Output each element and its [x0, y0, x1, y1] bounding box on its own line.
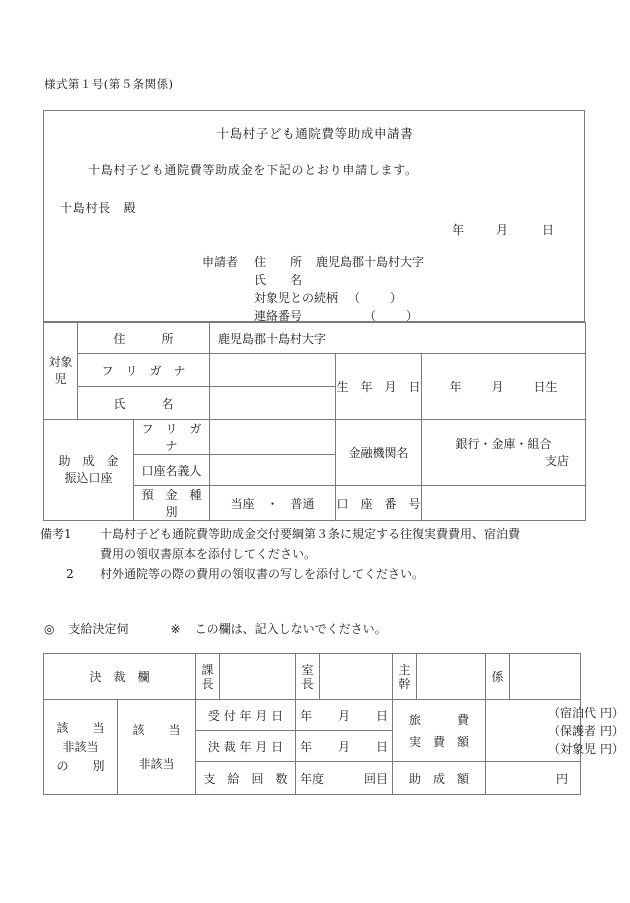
account-number-input[interactable] — [422, 486, 586, 521]
approval-stamp-shukan[interactable] — [417, 654, 486, 700]
fiscal-year-label: 年度 — [300, 771, 325, 786]
travel-expense-label-line2: 実 費 額 — [409, 734, 470, 749]
child-section-label: 対象児 — [44, 323, 78, 420]
remark-2-lead: 2 — [66, 567, 74, 581]
bank-furigana-input[interactable] — [210, 420, 336, 455]
expense-row-lodging — [486, 704, 625, 722]
child-birth-label: 生 年 月 日 — [336, 354, 422, 420]
subsidy-amount-input[interactable]: 円 — [486, 762, 581, 795]
travel-expense-breakdown[interactable] — [486, 700, 625, 762]
application-header-box — [43, 110, 585, 322]
post-shitsucho-line1: 室 — [301, 662, 314, 677]
birth-year-label: 年 — [449, 380, 462, 394]
note-icon: ※ — [170, 622, 181, 636]
eligibility-label-line3: の 別 — [56, 758, 105, 773]
remark-1-continued: 費用の領収書原本を添付してください。 — [100, 547, 317, 561]
applicant-phone-label: 連絡番号 — [254, 309, 303, 323]
eligibility-option-yes: 該 当 — [132, 723, 181, 737]
birth-day-label: 日生 — [533, 380, 558, 394]
bullet-icon: ◎ — [44, 622, 55, 636]
eligibility-section-label — [44, 700, 118, 795]
expense-guardian-unit: 円） — [600, 723, 625, 738]
bank-kind-options: 銀行・金庫・組合 — [455, 436, 552, 451]
account-holder-label: 口座名義人 — [134, 455, 210, 486]
child-furigana-input[interactable] — [210, 354, 336, 387]
table-row-bank-furigana — [44, 420, 586, 455]
decision-heading-title: 支給決定伺 — [68, 622, 129, 636]
table-row-child-address — [44, 323, 586, 354]
approval-stamp-shitsucho[interactable] — [320, 654, 393, 700]
expense-lodging-label: （宿泊代 — [548, 705, 597, 720]
applicant-relation-label: 対象児との続柄 — [254, 291, 339, 305]
remark-line-2 — [40, 564, 592, 584]
payment-count-input[interactable] — [296, 762, 393, 795]
applicant-block — [202, 253, 424, 325]
applicant-relation-row — [202, 289, 424, 307]
expense-row-guardian — [486, 722, 625, 740]
applicant-name-row — [202, 271, 424, 289]
applicant-name-label: 氏 名 — [254, 273, 303, 287]
decision-table — [43, 653, 625, 795]
remark-2-text: 村外通院等の際の費用の領収書の写しを添付してください。 — [100, 567, 425, 581]
approval-stamp-kacho[interactable] — [220, 654, 296, 700]
received-year-label: 年 — [299, 708, 312, 723]
post-label-shukan — [393, 654, 417, 700]
travel-expense-label — [393, 700, 486, 762]
subsidy-label-line2: 振込口座 — [64, 471, 113, 485]
approval-column-label: 決 裁 欄 — [44, 654, 196, 700]
decision-section-heading — [44, 620, 387, 637]
post-kacho-line1: 課 — [201, 662, 214, 677]
birth-month-label: 月 — [491, 380, 504, 394]
paren-open-2: （ — [364, 309, 377, 323]
eligibility-label-line2: 非該当 — [62, 739, 99, 754]
applicant-tag: 申請者 — [202, 255, 239, 269]
form-number: 様式第１号(第５条関係) — [44, 77, 174, 91]
expense-guardian-label: （保護者 — [548, 723, 597, 738]
decision-heading-note: この欄は、記入しないでください。 — [194, 622, 387, 636]
table-row-received-date — [44, 700, 581, 731]
applicant-address-label: 住 所 — [254, 255, 303, 269]
approval-stamp-kakari[interactable] — [510, 654, 581, 700]
applicant-address-value: 鹿児島郡十島村大字 — [316, 255, 425, 269]
eligibility-label-line1: 該 当 — [56, 720, 105, 735]
eligibility-option-no: 非該当 — [138, 757, 175, 771]
post-shukan-line1: 主 — [398, 662, 411, 677]
remark-1-lead: 備考1 — [40, 527, 72, 541]
child-birth-input[interactable] — [422, 354, 586, 420]
deposit-type-label: 預 金 種 別 — [134, 486, 210, 521]
eligibility-options[interactable] — [118, 700, 196, 795]
child-name-label: 氏 名 — [78, 387, 210, 420]
child-address-value: 鹿児島郡十島村大字 — [210, 323, 586, 354]
remarks-block — [40, 524, 592, 584]
subsidy-amount-label: 助 成 額 — [393, 762, 486, 795]
received-date-label: 受 付 年 月 日 — [196, 700, 296, 731]
paren-open: （ — [348, 291, 361, 305]
received-date-input[interactable] — [296, 700, 393, 731]
received-month-label: 月 — [338, 708, 351, 723]
account-number-label: 口 座 番 号 — [336, 486, 422, 521]
table-row-approval — [44, 654, 581, 700]
deposit-type-options[interactable]: 当座 ・ 普通 — [210, 486, 336, 521]
applicant-relation-field — [348, 289, 402, 307]
subsidy-label-line1: 助 成 金 — [58, 454, 119, 468]
decision-month-label: 月 — [338, 739, 351, 754]
decision-year-label: 年 — [299, 739, 312, 754]
received-day-label: 日 — [376, 708, 389, 723]
post-label-kacho — [196, 654, 220, 700]
expense-child-unit: 円） — [600, 741, 625, 756]
expense-lodging-unit: 円） — [600, 705, 625, 720]
expense-child-label: （対象児 — [548, 741, 597, 756]
addressee: 十島村長 殿 — [60, 201, 137, 215]
subsidy-account-section-label — [44, 420, 134, 521]
date-day-label: 日 — [541, 223, 554, 237]
date-month-label: 月 — [495, 223, 508, 237]
payment-count-label: 支 給 回 数 — [196, 762, 296, 795]
bank-branch-label: 支店 — [545, 453, 570, 468]
remark-line-1 — [40, 524, 592, 544]
child-furigana-label: フ リ ガ ナ — [78, 354, 210, 387]
bank-name-label: 金融機関名 — [336, 420, 422, 486]
paren-close: ） — [390, 291, 403, 305]
bank-furigana-label: フ リ ガ ナ — [134, 420, 210, 455]
account-holder-input[interactable] — [210, 455, 336, 486]
decision-date-label: 決 裁 年 月 日 — [196, 731, 296, 762]
count-unit-label: 回目 — [364, 771, 389, 786]
remark-1-text: 十島村子ども通院費等助成金交付要綱第３条に規定する往復実費費用、宿泊費 — [100, 527, 521, 541]
page-title: 十島村子ども通院費等助成申請書 — [216, 126, 414, 141]
post-kacho-line2: 長 — [201, 676, 214, 691]
post-label-kakari — [486, 654, 510, 700]
remark-line-1-cont — [40, 544, 592, 564]
decision-day-label: 日 — [376, 739, 389, 754]
expense-row-child — [486, 740, 625, 758]
paren-close-2: ） — [406, 309, 419, 323]
child-name-input[interactable] — [210, 387, 336, 420]
post-label-shitsucho — [296, 654, 320, 700]
travel-expense-label-line1: 旅 費 — [409, 712, 470, 727]
applicant-address-row — [202, 253, 424, 271]
post-kakari-line1: 係 — [491, 669, 504, 684]
bank-name-input[interactable] — [422, 420, 586, 486]
decision-date-input[interactable] — [296, 731, 393, 762]
applicant-details-table — [43, 322, 586, 521]
application-date-line — [44, 221, 554, 238]
post-shukan-line2: 幹 — [398, 676, 411, 691]
child-address-label: 住 所 — [78, 323, 210, 354]
post-shitsucho-line2: 長 — [301, 676, 314, 691]
intro-sentence: 十島村子ども通院費等助成金を下記のとおり申請します。 — [88, 163, 418, 177]
table-row-child-furigana — [44, 354, 586, 387]
date-year-label: 年 — [451, 223, 464, 237]
